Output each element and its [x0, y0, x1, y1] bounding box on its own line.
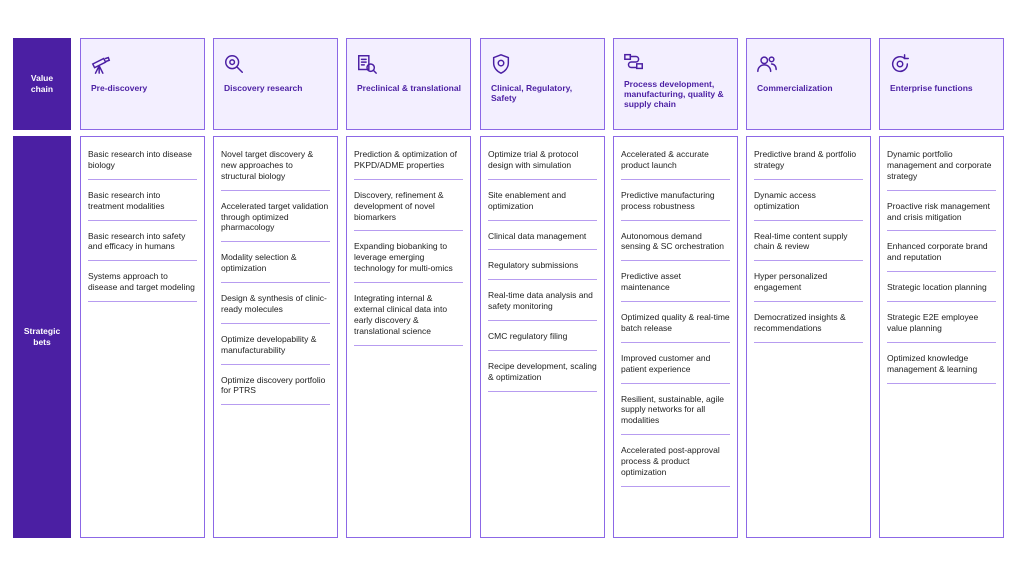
- list-item: Optimized quality & real-time batch release: [621, 312, 730, 343]
- list-item: Enhanced corporate brand and reputation: [887, 241, 996, 272]
- column-title: Commercialization: [757, 83, 833, 93]
- column-header-pre-discovery: [80, 38, 205, 130]
- column-title: Discovery research: [224, 83, 303, 93]
- list-item: Democratized insights & recommendations: [754, 312, 863, 343]
- column-header-commercialization: [746, 38, 871, 130]
- list-item: Site enablement and optimization: [488, 190, 597, 221]
- column-title: Enterprise functions: [890, 83, 973, 93]
- list-item: Systems approach to disease and target modeling: [88, 271, 197, 302]
- list-item: Modality selection & optimization: [221, 252, 330, 283]
- process-flow-icon: [623, 51, 645, 73]
- column-title: Process development, manufacturing, quality & supply chain: [624, 79, 724, 110]
- list-item: Integrating internal & external clinical data into early discovery & translational science: [354, 293, 463, 346]
- list-item: Real-time data analysis and safety monitoring: [488, 290, 597, 321]
- column-title: Pre-discovery: [91, 83, 148, 93]
- column-body-enterprise-functions: [879, 136, 1004, 538]
- list-item: Real-time content supply chain & review: [754, 231, 863, 262]
- list-item: Optimize developability & manufacturability: [221, 334, 330, 365]
- list-item: Design & synthesis of clinic-ready molecules: [221, 293, 330, 324]
- list-item: Dynamic access optimization: [754, 190, 863, 221]
- magnifier-icon: [223, 53, 245, 75]
- people-icon: [756, 53, 778, 75]
- column-body-pre-discovery: [80, 136, 205, 538]
- list-item: Predictive manufacturing process robustness: [621, 190, 730, 221]
- column-title: Clinical, Regulatory, Safety: [491, 83, 573, 104]
- document-search-icon: [356, 53, 378, 75]
- list-item: Accelerated post-approval process & product optimization: [621, 445, 730, 487]
- list-item: Accelerated target validation through optimized pharmacology: [221, 201, 330, 243]
- list-item: Basic research into disease biology: [88, 149, 197, 180]
- list-item: Optimized knowledge management & learning: [887, 353, 996, 384]
- list-item: Basic research into treatment modalities: [88, 190, 197, 221]
- column-header-preclinical: [346, 38, 471, 130]
- list-item: Strategic location planning: [887, 282, 996, 302]
- list-item: Optimize discovery portfolio for PTRS: [221, 375, 330, 406]
- column-title: Preclinical & translational: [357, 83, 461, 93]
- list-item: Predictive asset maintenance: [621, 271, 730, 302]
- list-item: Basic research into safety and efficacy in humans: [88, 231, 197, 262]
- list-item: Proactive risk management and crisis mitigation: [887, 201, 996, 232]
- column-body-discovery-research: [213, 136, 338, 538]
- list-item: Optimize trial & protocol design with simulation: [488, 149, 597, 180]
- cycle-gear-icon: [889, 53, 911, 75]
- column-body-clinical: [480, 136, 605, 538]
- list-item: Predictive brand & portfolio strategy: [754, 149, 863, 180]
- list-item: Novel target discovery & new approaches to structural biology: [221, 149, 330, 191]
- list-item: Strategic E2E employee value planning: [887, 312, 996, 343]
- column-header-clinical: [480, 38, 605, 130]
- column-body-preclinical: [346, 136, 471, 538]
- list-item: Regulatory submissions: [488, 260, 597, 280]
- strategic-bets-label: Strategic bets: [13, 136, 71, 538]
- list-item: Expanding biobanking to leverage emerging technology for multi-omics: [354, 241, 463, 283]
- column-header-process-development: [613, 38, 738, 130]
- telescope-icon: [90, 53, 112, 75]
- list-item: Autonomous demand sensing & SC orchestration: [621, 231, 730, 262]
- shield-icon: [490, 53, 512, 75]
- value-chain-label: Value chain: [13, 38, 71, 130]
- list-item: Discovery, refinement & development of novel biomarkers: [354, 190, 463, 232]
- list-item: Dynamic portfolio management and corporate strategy: [887, 149, 996, 191]
- column-body-process-development: [613, 136, 738, 538]
- column-header-discovery-research: [213, 38, 338, 130]
- list-item: Hyper personalized engagement: [754, 271, 863, 302]
- list-item: Resilient, sustainable, agile supply networks for all modalities: [621, 394, 730, 436]
- column-header-enterprise-functions: [879, 38, 1004, 130]
- list-item: Accelerated & accurate product launch: [621, 149, 730, 180]
- column-body-commercialization: [746, 136, 871, 538]
- list-item: Improved customer and patient experience: [621, 353, 730, 384]
- list-item: Clinical data management: [488, 231, 597, 251]
- list-item: Recipe development, scaling & optimization: [488, 361, 597, 392]
- list-item: CMC regulatory filing: [488, 331, 597, 351]
- list-item: Prediction & optimization of PKPD/ADME properties: [354, 149, 463, 180]
